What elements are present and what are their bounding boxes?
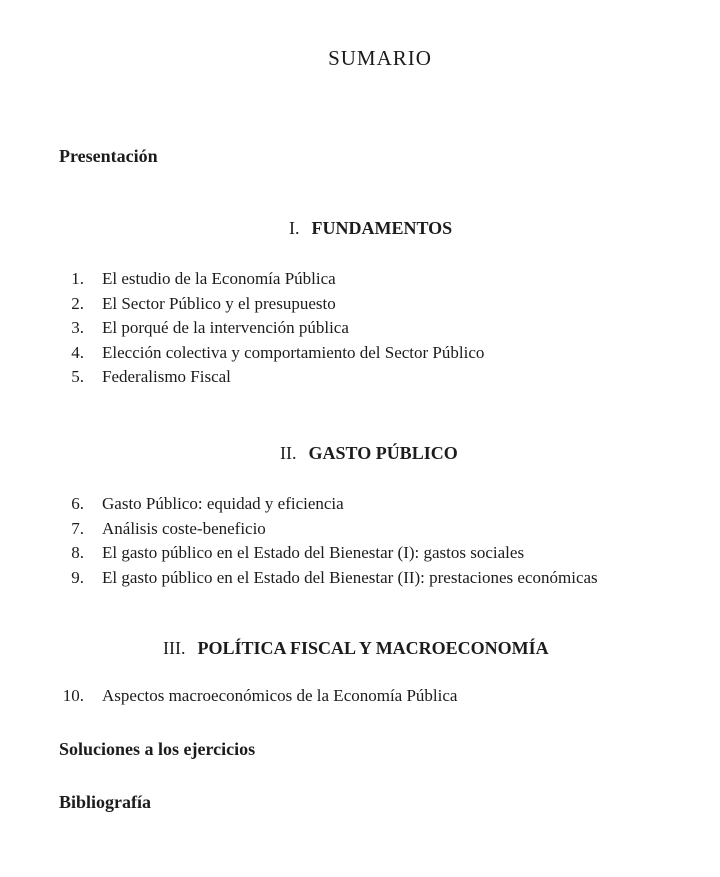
- list-item: [0, 568, 720, 593]
- part-heading-2: [280, 443, 458, 464]
- chapter-title: El Sector Público y el presupuesto: [102, 293, 336, 313]
- chapter-title: El gasto público en el Estado del Bienestar (I): gastos sociales: [102, 543, 525, 562]
- chapter-number: 10.: [62, 686, 84, 705]
- chapter-title: El estudio de la Economía Pública: [102, 269, 336, 288]
- part-name: POLÍTICA FISCAL Y MACROECONOMÍA: [197, 638, 549, 658]
- chapter-title: Elección colectiva y comportamiento del Sector Público: [102, 342, 485, 362]
- list-item: [0, 269, 720, 294]
- chapter-number: 9.: [71, 567, 84, 587]
- chapter-list-part-2: [0, 494, 720, 592]
- chapter-number: 7.: [71, 518, 84, 538]
- presentation-entry: Presentación: [59, 146, 158, 166]
- part-name: FUNDAMENTOS: [311, 218, 453, 238]
- part-number: I.: [289, 218, 300, 238]
- list-item: [0, 343, 720, 368]
- chapter-list-part-3: [0, 686, 720, 711]
- chapter-number: 1.: [71, 269, 84, 288]
- chapter-title: El porqué de la intervención pública: [102, 318, 349, 337]
- part-heading-3: [163, 638, 549, 659]
- solutions-entry: Soluciones a los ejercicios: [59, 739, 256, 759]
- chapter-number: 6.: [71, 494, 84, 513]
- chapter-number: 2.: [71, 293, 84, 313]
- chapter-title: El gasto público en el Estado del Bienestar (II): prestaciones económicas: [102, 567, 598, 587]
- chapter-title: Aspectos macroeconómicos de la Economía Pública: [102, 686, 458, 705]
- part-heading-1: [289, 218, 452, 239]
- list-item: [0, 318, 720, 343]
- chapter-number: 4.: [71, 342, 84, 362]
- chapter-title: Gasto Público: equidad y eficiencia: [102, 494, 344, 513]
- list-item: [0, 494, 720, 519]
- part-number: III.: [163, 638, 186, 658]
- part-number: II.: [280, 443, 297, 463]
- chapter-title: Análisis coste-beneficio: [102, 518, 266, 538]
- chapter-number: 5.: [71, 367, 84, 386]
- list-item: [0, 367, 720, 392]
- page-title: SUMARIO: [328, 46, 432, 70]
- chapter-number: 8.: [71, 543, 84, 562]
- chapter-list-part-1: [0, 269, 720, 392]
- chapter-title: Federalismo Fiscal: [102, 367, 231, 386]
- bibliography-entry: Bibliografía: [59, 792, 152, 812]
- part-name: GASTO PÚBLICO: [308, 443, 458, 463]
- list-item: [0, 294, 720, 319]
- list-item: [0, 519, 720, 544]
- chapter-number: 3.: [71, 318, 84, 337]
- list-item: [0, 686, 720, 711]
- list-item: [0, 543, 720, 568]
